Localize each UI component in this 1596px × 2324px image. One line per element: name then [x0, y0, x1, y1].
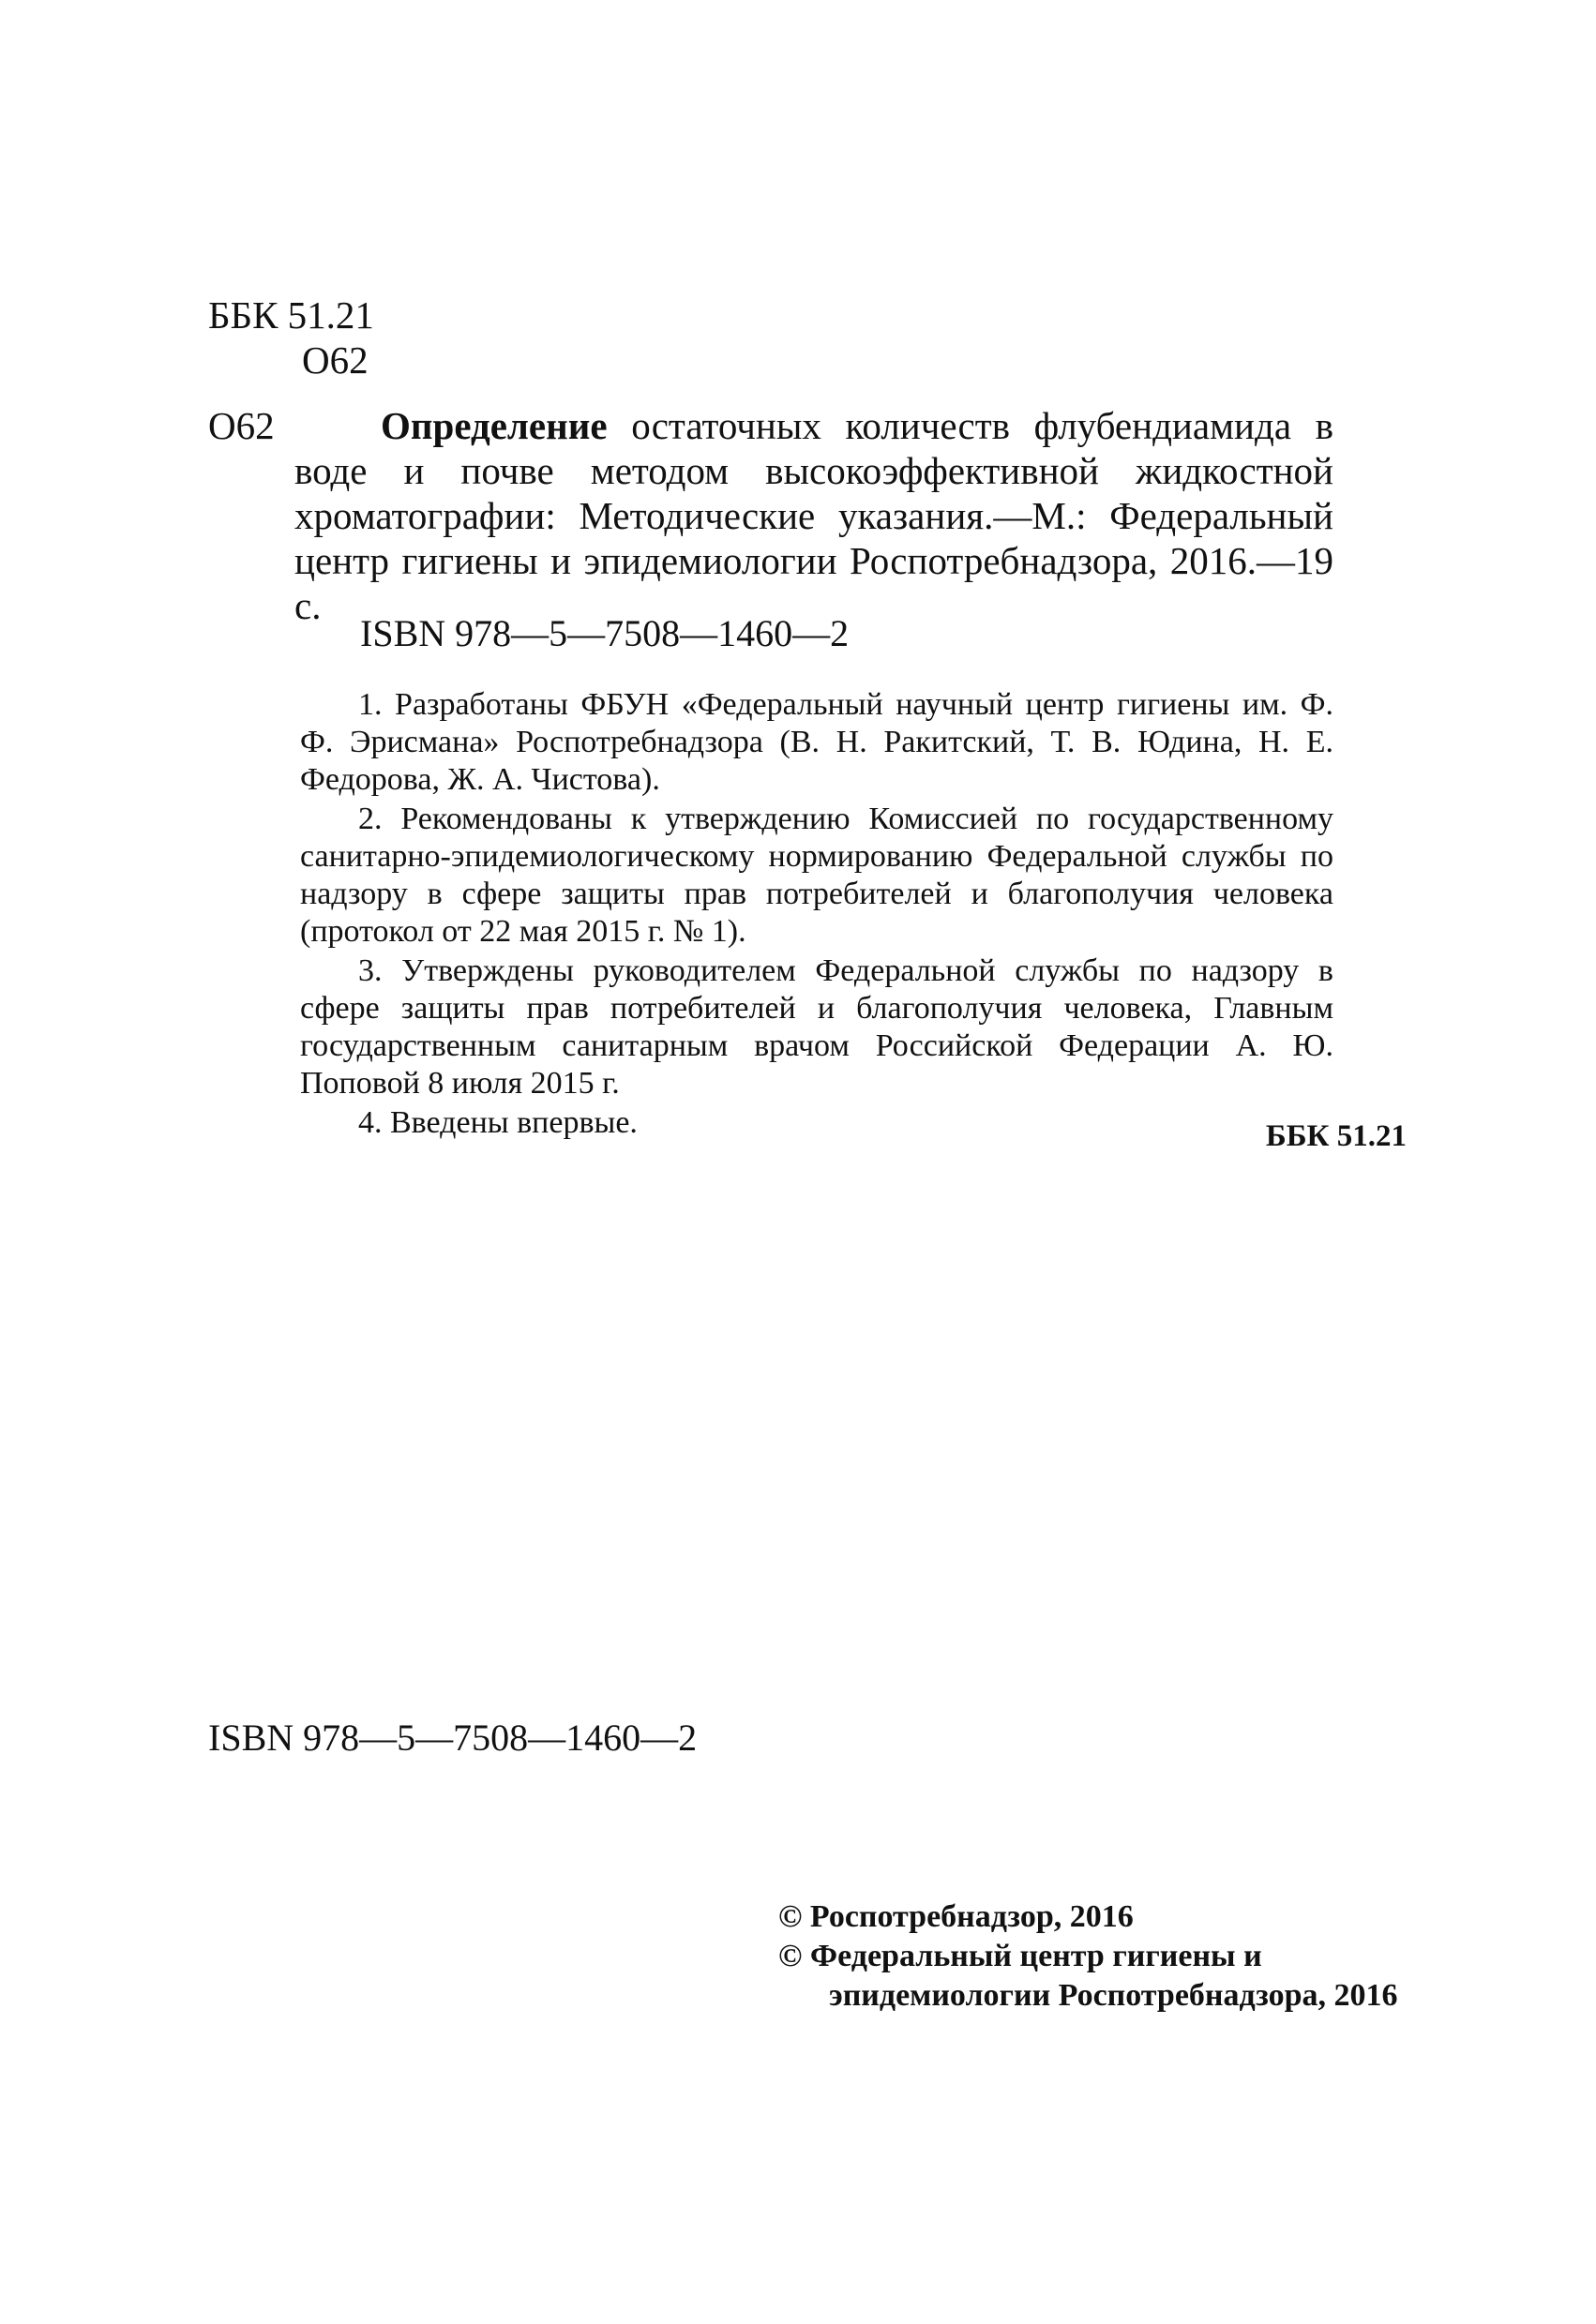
copyright-line: © Роспотребнадзор, 2016 [778, 1899, 1134, 1934]
isbn-middle: ISBN 978—5—7508—1460—2 [360, 612, 850, 654]
notes-list [300, 686, 1333, 1144]
entry-description [294, 403, 1333, 628]
copyright-line: © Федеральный центр гигиены и [778, 1939, 1262, 1973]
note-item: 1. Разработаны ФБУН «Федеральный научный центр гигиены им. Ф. Ф. Эрисмана» Роспотребнадзора (В. Н. Ракитский, Т. В. Юдина, Н. Е. Федорова, Ж. А. Чистова). [300, 687, 1333, 797]
bbk-code-right: ББК 51.21 [1265, 1119, 1407, 1153]
bbk-classification-block [208, 292, 374, 382]
note-item: 4. Введены впервые. [358, 1105, 638, 1140]
copyright-line: эпидемиологии Роспотребнадзора, 2016 [829, 1978, 1398, 2013]
bbk-code: ББК 51.21 [208, 293, 374, 337]
isbn-bottom: ISBN 978—5—7508—1460—2 [208, 1717, 698, 1759]
author-mark: О62 [302, 338, 369, 382]
copyright-block [778, 1897, 1398, 2016]
note-item: 3. Утверждены руководителем Федеральной службы по надзору в сфере защиты прав потребителей и благополучия человека, Главным государственным санитарным врачом Российской Федерации А. Ю. Поповой 8 июля 2015 г. [300, 953, 1333, 1101]
entry-title: Определение [381, 404, 608, 447]
note-item: 2. Рекомендованы к утверждению Комиссией по государственному санитарно-эпидемиологическому нормированию Федеральной службы по надзору в сфере защиты прав потребителей и благополучия человека (протокол от 22 мая 2015 г. № 1). [300, 802, 1333, 949]
entry-index: О62 [208, 404, 275, 447]
entry-description-text: остаточных количеств флубендиамида в воде и почве методом высокоэффективной жидкостной хроматографии: Методические указания.—М.: Федеральный центр гигиены и эпидемиологии Роспотребнадзора, 2016.—19 с. [294, 404, 1333, 627]
